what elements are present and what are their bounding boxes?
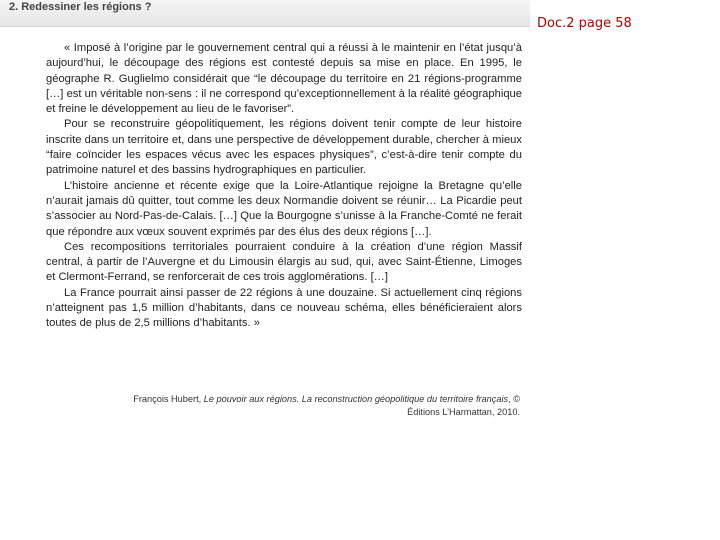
source-publisher: , © Éditions L’Harmattan, 2010.: [407, 394, 520, 417]
document-reference-label: Doc.2 page 58: [537, 16, 632, 31]
source-title: Le pouvoir aux régions. La reconstruction géopolitique du territoire français: [203, 394, 509, 404]
paragraph: La France pourrait ainsi passer de 22 régions à une douzaine. Si actuellement cinq régions n’atteignent pas 1,5 million d’habitants, dans ce nouveau schéma, elles bénéficieraient alors toutes de plus de 2,5 millions d’habitants. »: [46, 286, 522, 330]
document-body: [46, 41, 522, 332]
paragraph: Ces recompositions territoriales pourraient conduire à la création d’une région Massif central, à partir de l’Auvergne et du Limousin élargis au sud, qui, avec Saint-Étienne, Limoges et Clermont-Ferrand, se renforcerait de ces trois agglomérations. […]: [46, 240, 522, 284]
paragraph: « Imposé à l’origine par le gouvernement central qui a réussi à le maintenir en l’état jusqu’à aujourd’hui, le découpage des régions est contesté depuis sa mise en place. En 1995, le géographe R. Guglielmo considérait que “le découpage du territoire en 21 régions-programme […] est un véritable non-sens : il ne correspond qu’exceptionnellement à la réalité géographique et freine le développement au lieu de le favoriser”.: [46, 42, 522, 116]
source-author: François Hubert,: [133, 394, 204, 404]
source-citation: [110, 393, 520, 418]
paragraph: L’histoire ancienne et récente exige que la Loire-Atlantique rejoigne la Bretagne qu’elle n’aurait jamais dû quitter, tout comme les deux Normandie doivent se réunir… La Picardie peut s’associer au Nord-Pas-de-Calais. […] Que la Bourgogne s’unisse à la Franche-Comté ne ferait que répondre aux vœux souvent exprimés par des élus des deux régions […].: [46, 179, 522, 238]
paragraph: Pour se reconstruire géopolitiquement, les régions doivent tenir compte de leur histoire inscrite dans un territoire et, dans une perspective de développement durable, chercher à mieux “faire coïncider les espaces vécus avec les espaces physiques”, c’est-à-dire tenir compte du patrimoine naturel et des bassins hydrographiques en particulier.: [46, 118, 522, 177]
document-header: [0, 0, 530, 27]
document-section-title: 2. Redessiner les régions ?: [9, 1, 152, 13]
